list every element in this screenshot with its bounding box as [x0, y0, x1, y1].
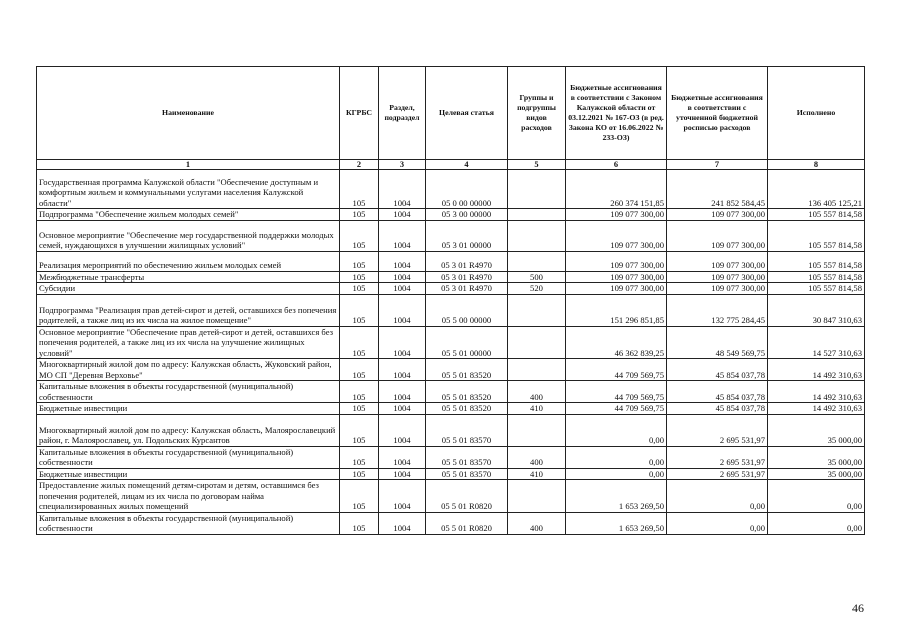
- row-budget-refined: 45 854 037,78: [667, 403, 768, 415]
- row-expense-group: 400: [508, 446, 566, 468]
- row-budget-refined: 45 854 037,78: [667, 359, 768, 381]
- column-number: 8: [768, 160, 865, 170]
- row-target-article: 05 5 01 83570: [426, 468, 508, 480]
- row-target-article: 05 5 01 83520: [426, 403, 508, 415]
- row-kgrbs: 105: [340, 326, 379, 359]
- row-target-article: 05 3 01 R4970: [426, 251, 508, 271]
- row-executed: 105 557 814,58: [768, 271, 865, 283]
- row-budget-refined: 2 695 531,97: [667, 446, 768, 468]
- row-kgrbs: 105: [340, 512, 379, 534]
- row-razdel: 1004: [379, 271, 426, 283]
- row-expense-group: [508, 480, 566, 513]
- row-kgrbs: 105: [340, 283, 379, 295]
- row-expense-group: 400: [508, 381, 566, 403]
- row-executed: 35 000,00: [768, 446, 865, 468]
- table-row: [37, 359, 865, 381]
- row-executed: 14 492 310,63: [768, 359, 865, 381]
- row-budget-law: 0,00: [566, 446, 667, 468]
- table-row: [37, 294, 865, 326]
- row-budget-law: 46 362 839,25: [566, 326, 667, 359]
- row-target-article: 05 3 01 00000: [426, 220, 508, 251]
- row-name: Многоквартирный жилой дом по адресу: Калужская область, Жуковский район, МО СП "Деревня Верховье": [37, 359, 340, 381]
- row-kgrbs: 105: [340, 359, 379, 381]
- row-name: Основное мероприятие "Обеспечение мер государственной поддержки молодых семей, нуждающихся в улучшении жилищных условий": [37, 220, 340, 251]
- row-kgrbs: 105: [340, 170, 379, 209]
- row-kgrbs: 105: [340, 403, 379, 415]
- row-executed: 35 000,00: [768, 414, 865, 446]
- row-kgrbs: 105: [340, 480, 379, 513]
- row-expense-group: 410: [508, 468, 566, 480]
- row-razdel: 1004: [379, 512, 426, 534]
- row-name: Предоставление жилых помещений детям-сиротам и детям, оставшимся без попечения родителей, лицам из их числа по договорам найма специализированных жилых помещений: [37, 480, 340, 513]
- row-kgrbs: 105: [340, 414, 379, 446]
- row-expense-group: 500: [508, 271, 566, 283]
- row-budget-refined: 48 549 569,75: [667, 326, 768, 359]
- table-row: [37, 283, 865, 295]
- row-name: Подпрограмма "Реализация прав детей-сирот и детей, оставшихся без попечения родителей, а также лиц из их числа на жилое помещение": [37, 294, 340, 326]
- row-budget-law: 1 653 269,50: [566, 512, 667, 534]
- row-expense-group: [508, 209, 566, 221]
- row-expense-group: [508, 414, 566, 446]
- row-target-article: 05 3 01 R4970: [426, 271, 508, 283]
- row-expense-group: [508, 251, 566, 271]
- row-budget-law: 109 077 300,00: [566, 283, 667, 295]
- row-kgrbs: 105: [340, 381, 379, 403]
- row-name: Бюджетные инвестиции: [37, 403, 340, 415]
- row-kgrbs: 105: [340, 468, 379, 480]
- row-target-article: 05 5 01 R0820: [426, 480, 508, 513]
- table-row: [37, 326, 865, 359]
- column-number: 3: [379, 160, 426, 170]
- row-razdel: 1004: [379, 446, 426, 468]
- row-razdel: 1004: [379, 480, 426, 513]
- row-expense-group: [508, 220, 566, 251]
- row-budget-refined: 109 077 300,00: [667, 220, 768, 251]
- header-executed: Исполнено: [768, 67, 865, 160]
- row-budget-law: 44 709 569,75: [566, 359, 667, 381]
- row-name: Субсидии: [37, 283, 340, 295]
- column-number: 1: [37, 160, 340, 170]
- row-razdel: 1004: [379, 468, 426, 480]
- row-razdel: 1004: [379, 326, 426, 359]
- row-name: Капитальные вложения в объекты государственной (муниципальной) собственности: [37, 381, 340, 403]
- row-budget-law: 109 077 300,00: [566, 271, 667, 283]
- row-target-article: 05 5 01 83570: [426, 414, 508, 446]
- row-executed: 14 492 310,63: [768, 381, 865, 403]
- header-budget-refined: Бюджетные ассигнования в соответствии с уточненной бюджетной росписью расходов: [667, 67, 768, 160]
- row-executed: 105 557 814,58: [768, 283, 865, 295]
- row-target-article: 05 5 01 83520: [426, 381, 508, 403]
- header-expense-groups: Группы и подгруппы видов расходов: [508, 67, 566, 160]
- row-budget-refined: 132 775 284,45: [667, 294, 768, 326]
- row-budget-refined: 0,00: [667, 480, 768, 513]
- table-row: [37, 468, 865, 480]
- row-razdel: 1004: [379, 220, 426, 251]
- row-target-article: 05 5 01 83570: [426, 446, 508, 468]
- row-budget-law: 0,00: [566, 468, 667, 480]
- table-row: [37, 512, 865, 534]
- row-executed: 0,00: [768, 512, 865, 534]
- header-row: [37, 67, 865, 160]
- row-budget-refined: 109 077 300,00: [667, 251, 768, 271]
- row-executed: 105 557 814,58: [768, 220, 865, 251]
- row-name: Бюджетные инвестиции: [37, 468, 340, 480]
- row-executed: 35 000,00: [768, 468, 865, 480]
- column-number-row: [37, 160, 865, 170]
- table-row: [37, 251, 865, 271]
- header-razdel: Раздел, подраздел: [379, 67, 426, 160]
- row-target-article: 05 0 00 00000: [426, 170, 508, 209]
- row-kgrbs: 105: [340, 209, 379, 221]
- row-kgrbs: 105: [340, 251, 379, 271]
- header-kgrbs: КГРБС: [340, 67, 379, 160]
- row-budget-refined: 0,00: [667, 512, 768, 534]
- row-target-article: 05 5 01 00000: [426, 326, 508, 359]
- table-row: [37, 480, 865, 513]
- row-name: Государственная программа Калужской области "Обеспечение доступным и комфортным жильем и коммунальными услугами населения Калужской области": [37, 170, 340, 209]
- row-name: Межбюджетные трансферты: [37, 271, 340, 283]
- row-razdel: 1004: [379, 359, 426, 381]
- row-executed: 30 847 310,63: [768, 294, 865, 326]
- row-budget-law: 109 077 300,00: [566, 251, 667, 271]
- row-razdel: 1004: [379, 251, 426, 271]
- row-budget-refined: 109 077 300,00: [667, 271, 768, 283]
- table-row: [37, 446, 865, 468]
- row-name: Капитальные вложения в объекты государственной (муниципальной) собственности: [37, 512, 340, 534]
- row-budget-refined: 109 077 300,00: [667, 283, 768, 295]
- row-budget-refined: 45 854 037,78: [667, 381, 768, 403]
- row-razdel: 1004: [379, 283, 426, 295]
- row-kgrbs: 105: [340, 271, 379, 283]
- row-budget-law: 0,00: [566, 414, 667, 446]
- row-budget-refined: 2 695 531,97: [667, 414, 768, 446]
- row-budget-law: 109 077 300,00: [566, 209, 667, 221]
- row-budget-refined: 109 077 300,00: [667, 209, 768, 221]
- row-expense-group: 400: [508, 512, 566, 534]
- row-razdel: 1004: [379, 209, 426, 221]
- row-executed: 14 527 310,63: [768, 326, 865, 359]
- header-name: Наименование: [37, 67, 340, 160]
- row-razdel: 1004: [379, 414, 426, 446]
- header-target-article: Целевая статья: [426, 67, 508, 160]
- row-budget-law: 151 296 851,85: [566, 294, 667, 326]
- row-razdel: 1004: [379, 381, 426, 403]
- table-row: [37, 403, 865, 415]
- row-budget-law: 260 374 151,85: [566, 170, 667, 209]
- row-budget-law: 1 653 269,50: [566, 480, 667, 513]
- column-number: 2: [340, 160, 379, 170]
- row-kgrbs: 105: [340, 446, 379, 468]
- row-executed: 105 557 814,58: [768, 209, 865, 221]
- row-expense-group: [508, 170, 566, 209]
- row-budget-law: 44 709 569,75: [566, 381, 667, 403]
- row-name: Реализация мероприятий по обеспечению жильем молодых семей: [37, 251, 340, 271]
- column-number: 4: [426, 160, 508, 170]
- row-kgrbs: 105: [340, 220, 379, 251]
- row-budget-refined: 2 695 531,97: [667, 468, 768, 480]
- row-name: Капитальные вложения в объекты государственной (муниципальной) собственности: [37, 446, 340, 468]
- row-kgrbs: 105: [340, 294, 379, 326]
- row-name: Подпрограмма "Обеспечение жильем молодых семей": [37, 209, 340, 221]
- table-row: [37, 414, 865, 446]
- row-executed: 105 557 814,58: [768, 251, 865, 271]
- column-number: 6: [566, 160, 667, 170]
- row-expense-group: [508, 294, 566, 326]
- row-budget-law: 44 709 569,75: [566, 403, 667, 415]
- row-target-article: 05 5 00 00000: [426, 294, 508, 326]
- row-target-article: 05 3 01 R4970: [426, 283, 508, 295]
- row-razdel: 1004: [379, 294, 426, 326]
- row-target-article: 05 3 00 00000: [426, 209, 508, 221]
- row-target-article: 05 5 01 83520: [426, 359, 508, 381]
- table-row: [37, 220, 865, 251]
- row-budget-refined: 241 852 584,45: [667, 170, 768, 209]
- budget-table: [36, 66, 865, 535]
- table-row: [37, 170, 865, 209]
- row-expense-group: [508, 326, 566, 359]
- table-row: [37, 209, 865, 221]
- row-executed: 0,00: [768, 480, 865, 513]
- row-budget-law: 109 077 300,00: [566, 220, 667, 251]
- row-expense-group: 520: [508, 283, 566, 295]
- row-razdel: 1004: [379, 170, 426, 209]
- row-razdel: 1004: [379, 403, 426, 415]
- row-name: Многоквартирный жилой дом по адресу: Калужская область, Малоярославецкий район, г. Малоярославец, ул. Подольских Курсантов: [37, 414, 340, 446]
- table-row: [37, 381, 865, 403]
- row-expense-group: 410: [508, 403, 566, 415]
- row-target-article: 05 5 01 R0820: [426, 512, 508, 534]
- column-number: 7: [667, 160, 768, 170]
- budget-table-sheet: [36, 66, 864, 535]
- table-row: [37, 271, 865, 283]
- row-executed: 136 405 125,21: [768, 170, 865, 209]
- row-name: Основное мероприятие "Обеспечение прав детей-сирот и детей, оставшихся без попечения родителей, а также лиц из их числа на улучшение жилищных условий": [37, 326, 340, 359]
- row-expense-group: [508, 359, 566, 381]
- column-number: 5: [508, 160, 566, 170]
- header-budget-law: Бюджетные ассигнования в соответствии с Законом Калужской области от 03.12.2021 № 167-ОЗ (в ред. Закона КО от 16.06.2022 № 233-ОЗ): [566, 67, 667, 160]
- page-number: 46: [852, 601, 864, 615]
- row-executed: 14 492 310,63: [768, 403, 865, 415]
